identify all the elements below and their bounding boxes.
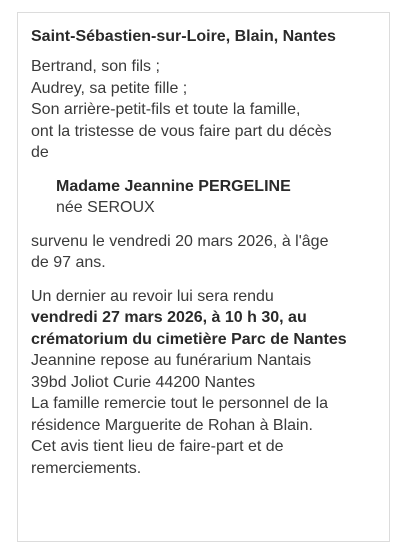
deceased-name: Madame Jeannine PERGELINE	[56, 177, 291, 195]
farewell-line: Un dernier au revoir lui sera rendu	[31, 287, 274, 305]
intro-line: de	[31, 144, 49, 161]
closing-line: La famille remercie tout le personnel de la	[31, 395, 329, 412]
intro-line: Bertrand, son fils ;	[31, 58, 160, 75]
death-paragraph	[31, 231, 376, 274]
ceremony-place-line: crématorium du cimetière Parc de Nantes	[31, 330, 347, 348]
intro-line: Son arrière-petit-fils et toute la famille,	[31, 101, 301, 118]
intro-paragraph	[31, 56, 376, 164]
death-line: survenu le vendredi 20 mars 2026, à l'âge	[31, 232, 329, 250]
closing-line: Jeannine repose au funérarium Nantais	[31, 352, 312, 369]
notice-location-title: Saint-Sébastien-sur-Loire, Blain, Nantes	[31, 28, 336, 45]
closing-line: remerciements.	[31, 459, 142, 477]
closing-line: 39bd Joliot Curie 44200 Nantes	[31, 373, 256, 391]
ceremony-date-line: vendredi 27 mars 2026, à 10 h 30, au	[31, 309, 307, 326]
intro-line: ont la tristesse de vous faire part du décès	[31, 122, 332, 140]
closing-line: Cet avis tient lieu de faire-part et de	[31, 438, 284, 455]
death-line: de 97 ans.	[31, 254, 106, 271]
closing-line: résidence Marguerite de Rohan à Blain.	[31, 416, 313, 434]
ceremony-paragraph	[31, 286, 376, 480]
obituary-card	[17, 12, 390, 542]
maiden-name: née SEROUX	[56, 199, 155, 216]
deceased-block	[31, 176, 376, 219]
intro-line: Audrey, sa petite fille ;	[31, 79, 188, 97]
